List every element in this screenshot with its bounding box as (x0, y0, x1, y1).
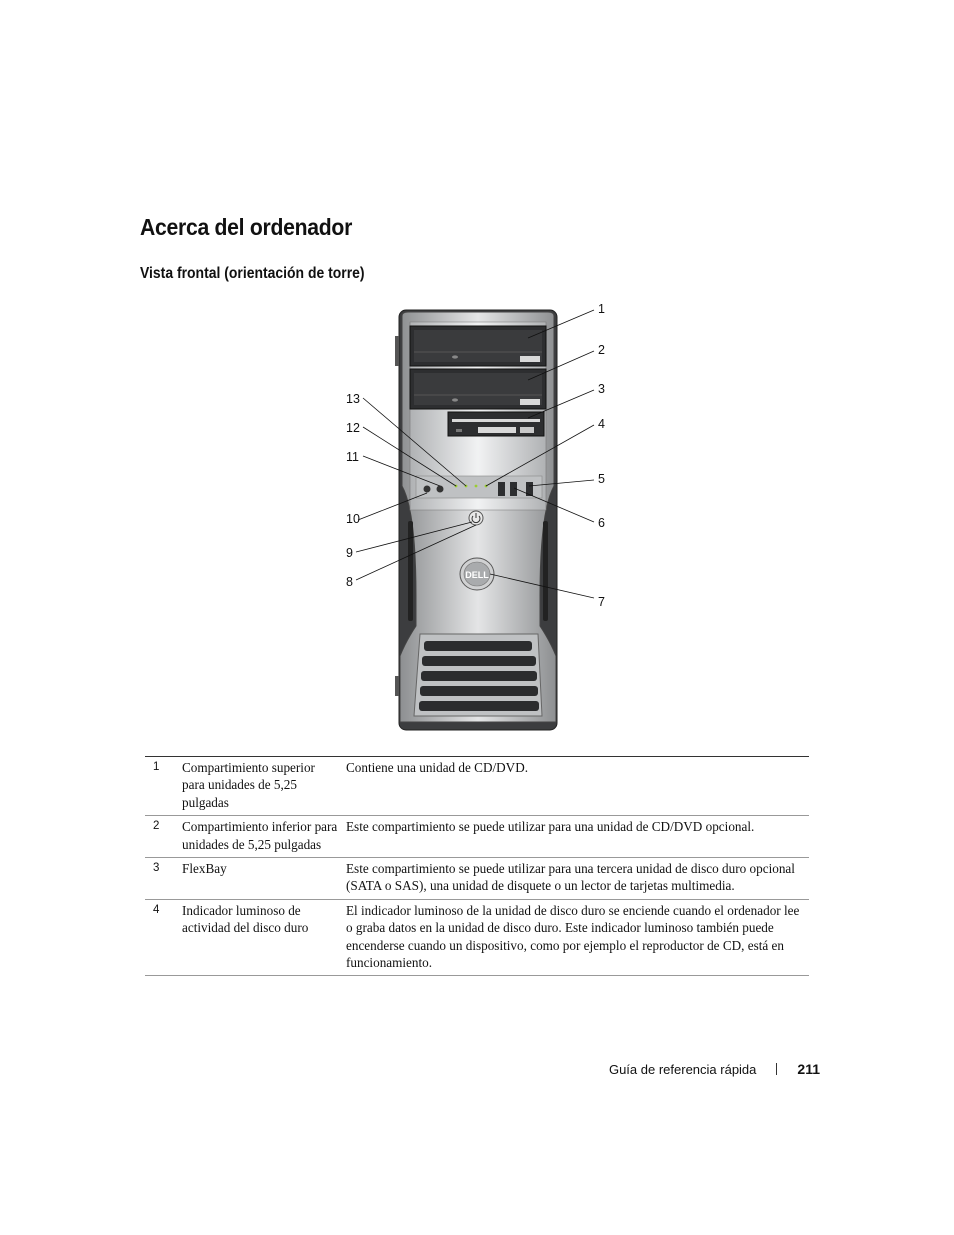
front-grille (414, 634, 542, 716)
footer-label: Guía de referencia rápida (608, 1061, 757, 1077)
table-row (145, 899, 809, 976)
row-description: Este compartimiento se puede utilizar para una unidad de CD/DVD opcional. (346, 819, 755, 835)
row-number: 4 (153, 903, 160, 916)
row-number: 1 (153, 761, 160, 773)
side-vent-right (543, 521, 548, 621)
dell-logo-text: DELL (465, 570, 489, 580)
power-button (469, 511, 483, 525)
table-row (145, 858, 809, 900)
optical-bay-upper (410, 326, 546, 366)
table-row (145, 816, 809, 858)
headphone-connector (424, 486, 431, 493)
callout-8: 8 (346, 575, 353, 589)
callout-11: 11 (346, 450, 359, 464)
section-title: Vista frontal (orientación de torre) (140, 265, 365, 282)
component-table (145, 756, 809, 976)
callout-4: 4 (598, 417, 605, 431)
callout-1: 1 (598, 302, 605, 316)
dell-badge (460, 558, 494, 590)
row-description: Contiene una unidad de CD/DVD. (346, 760, 529, 775)
row-component: Compartimiento superior para unidades de 5,25 pulgadas (182, 760, 315, 810)
callout-5: 5 (598, 472, 605, 486)
io-panel (416, 476, 542, 498)
flexbay-drive (448, 412, 544, 436)
row-component: Indicador luminoso de actividad del disco duro (182, 902, 309, 936)
table-row (145, 757, 809, 816)
side-vent-left (408, 521, 413, 621)
callout-6: 6 (598, 516, 605, 530)
callout-12: 12 (346, 421, 360, 435)
optical-bay-lower (410, 369, 546, 409)
usb-port-1 (498, 482, 505, 496)
page-title: Acerca del ordenador (140, 214, 353, 240)
page-footer (609, 1061, 820, 1077)
microphone-connector (437, 486, 444, 493)
callout-3: 3 (598, 382, 605, 396)
callout-7: 7 (598, 595, 605, 609)
callout-13: 13 (346, 392, 360, 406)
callout-2: 2 (598, 343, 605, 357)
footer-divider (776, 1063, 777, 1075)
row-description: Este compartimiento se puede utilizar para una tercera unidad de disco duro opcional (SATA o SAS), una unidad de disquete o un lector de tarjetas multimedia. (346, 861, 795, 894)
callout-9: 9 (346, 546, 353, 560)
row-number: 2 (153, 820, 160, 833)
callout-10: 10 (346, 512, 360, 526)
row-number: 3 (153, 862, 160, 875)
row-component: FlexBay (182, 861, 227, 877)
computer-front-view-figure (330, 296, 630, 740)
page-number: 211 (797, 1061, 820, 1077)
row-description: El indicador luminoso de la unidad de disco duro se enciende cuando el ordenador lee o graba datos en la unidad de disco duro. Este indicador luminoso también puede encenderse cuando un dispositivo, como por ejemplo el reproductor de CD, está en funcionamiento. (346, 902, 800, 971)
row-component: Compartimiento inferior para unidades de 5,25 pulgadas (182, 819, 338, 852)
led-3 (475, 485, 478, 488)
